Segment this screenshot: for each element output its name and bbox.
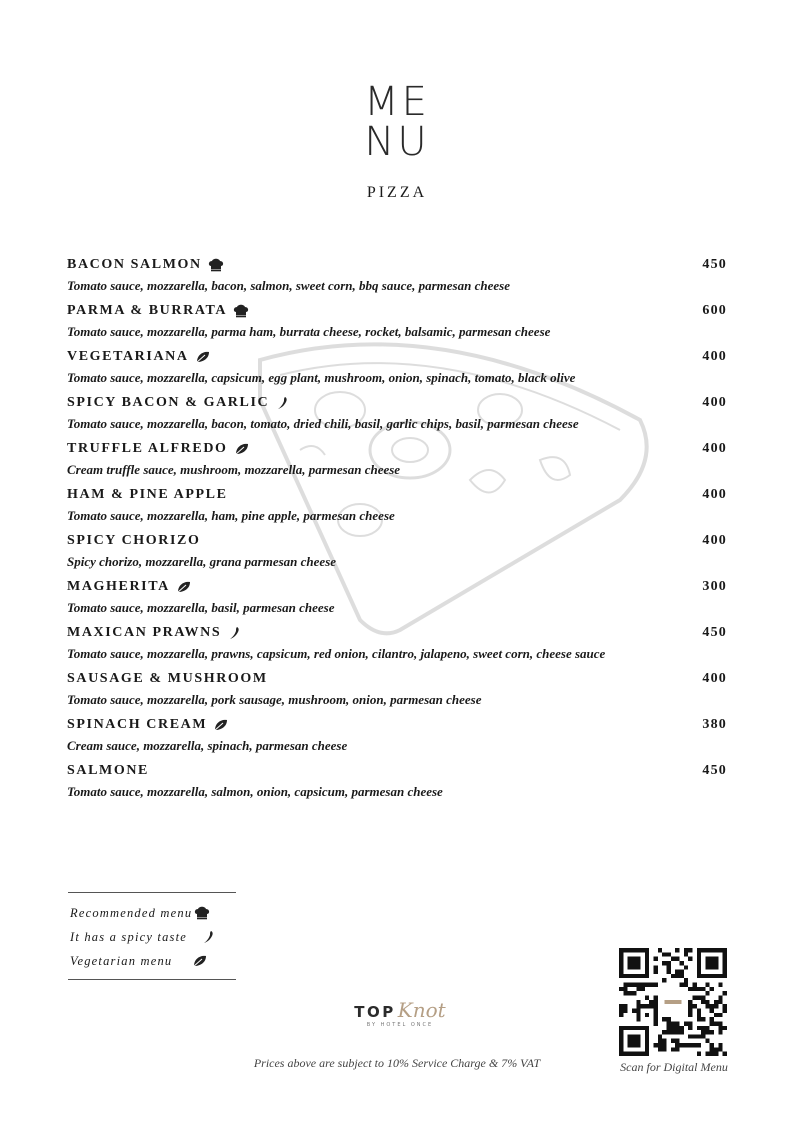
menu-item-price: 450	[702, 257, 727, 272]
qr-module	[671, 1021, 675, 1025]
qr-module	[636, 1013, 640, 1017]
leaf-icon	[176, 580, 192, 594]
brand-logo-script: Knot	[397, 998, 446, 1022]
qr-module	[636, 1004, 640, 1008]
qr-module	[705, 983, 709, 987]
section-title: PIZZA	[366, 184, 428, 201]
legend-spicy-label: It has a spicy taste	[70, 929, 188, 944]
qr-module	[718, 1000, 722, 1004]
qr-module	[684, 952, 688, 956]
brand-logo-sub: BY HOTEL ONCE	[366, 1022, 434, 1028]
qr-module	[671, 974, 675, 978]
menu-item	[67, 623, 727, 669]
qr-module	[641, 983, 645, 987]
qr-module	[710, 1047, 714, 1051]
qr-module	[671, 1030, 675, 1034]
menu-item-name: SPINACH CREAM	[67, 717, 208, 732]
qr-module	[688, 1000, 692, 1004]
qr-module	[654, 1000, 658, 1004]
menu-item	[67, 301, 727, 347]
menu-item-price: 300	[702, 579, 727, 594]
qr-module	[649, 983, 653, 987]
qr-module	[723, 1052, 727, 1056]
qr-module	[667, 970, 671, 974]
qr-module	[619, 987, 623, 991]
qr-finder-core	[628, 1034, 641, 1047]
qr-module	[692, 983, 696, 987]
qr-module	[697, 1043, 701, 1047]
qr-module	[723, 991, 727, 995]
qr-module	[675, 948, 679, 952]
qr-module	[623, 983, 627, 987]
qr-module	[718, 1021, 722, 1025]
qr-module	[692, 987, 696, 991]
menu-item-name: VEGETARIANA	[67, 349, 189, 364]
qr-module	[723, 1008, 727, 1012]
qr-module	[718, 1026, 722, 1030]
qr-module	[718, 1047, 722, 1051]
qr-module	[688, 1004, 692, 1008]
qr-module	[679, 974, 683, 978]
leaf-icon	[234, 442, 250, 456]
qr-module	[675, 957, 679, 961]
qr-module	[692, 1043, 696, 1047]
qr-module	[675, 1047, 679, 1051]
qr-module	[714, 1004, 718, 1008]
menu-item	[67, 439, 727, 485]
qr-module	[675, 1030, 679, 1034]
menu-item-name: BACON SALMON	[67, 257, 202, 272]
menu-item-price: 400	[702, 441, 727, 456]
qr-module	[662, 1039, 666, 1043]
qr-module	[688, 987, 692, 991]
qr-module	[705, 1026, 709, 1030]
legend-spicy	[70, 925, 236, 949]
qr-module	[710, 1052, 714, 1056]
qr-module	[667, 1017, 671, 1021]
qr-module	[684, 965, 688, 969]
menu-item-price: 400	[702, 487, 727, 502]
qr-module	[701, 1030, 705, 1034]
qr-module	[649, 1004, 653, 1008]
qr-module	[688, 1021, 692, 1025]
menu-title-line-2: NU	[364, 119, 430, 165]
menu-item-description: Tomato sauce, mozzarella, ham, pine apple, parmesan cheese	[67, 508, 395, 523]
brand-logo-top: TOP	[354, 1003, 396, 1021]
qr-module	[718, 1013, 722, 1017]
qr-module	[654, 965, 658, 969]
qr-module	[718, 996, 722, 1000]
qr-module	[705, 1039, 709, 1043]
price-note: Prices above are subject to 10% Service Charge & 7% VAT	[253, 1056, 541, 1070]
qr-module	[705, 1030, 709, 1034]
qr-module	[645, 1004, 649, 1008]
qr-module	[662, 1043, 666, 1047]
qr-module	[710, 1043, 714, 1047]
qr-module	[645, 1013, 649, 1017]
qr-module	[671, 1039, 675, 1043]
menu-item-price: 450	[702, 763, 727, 778]
qr-module	[679, 970, 683, 974]
qr-module	[688, 957, 692, 961]
qr-module	[654, 983, 658, 987]
menu-item	[67, 715, 727, 761]
menu-item-description: Tomato sauce, mozzarella, basil, parmesan cheese	[67, 600, 335, 615]
qr-module	[641, 987, 645, 991]
qr-code[interactable]	[619, 948, 727, 1056]
qr-module	[714, 1000, 718, 1004]
menu-item-price: 400	[702, 395, 727, 410]
menu-list	[67, 255, 727, 807]
qr-module	[710, 1030, 714, 1034]
menu-item-description: Tomato sauce, mozzarella, parma ham, burrata cheese, rocket, balsamic, parmesan cheese	[67, 324, 551, 339]
qr-module	[701, 1000, 705, 1004]
qr-module	[705, 1052, 709, 1056]
qr-module	[684, 948, 688, 952]
qr-module	[675, 970, 679, 974]
menu-item	[67, 347, 727, 393]
qr-module	[636, 1017, 640, 1021]
qr-module	[679, 961, 683, 965]
qr-module	[654, 1008, 658, 1012]
qr-module	[718, 1043, 722, 1047]
qr-module	[654, 1043, 658, 1047]
qr-module	[688, 1026, 692, 1030]
menu-item	[67, 485, 727, 531]
qr-module	[667, 965, 671, 969]
qr-module	[679, 1043, 683, 1047]
qr-module	[675, 1026, 679, 1030]
menu-item-price: 380	[702, 717, 727, 732]
qr-module	[623, 987, 627, 991]
menu-item-description: Tomato sauce, mozzarella, capsicum, egg plant, mushroom, onion, spinach, tomato, black olive	[67, 370, 576, 385]
menu-item	[67, 761, 727, 807]
qr-module	[636, 1008, 640, 1012]
qr-module	[654, 1021, 658, 1025]
qr-module	[649, 1000, 653, 1004]
menu-item-name: SPICY BACON & GARLIC	[67, 395, 270, 410]
qr-module	[654, 1013, 658, 1017]
qr-module	[623, 1008, 627, 1012]
qr-finder-core	[628, 957, 641, 970]
qr-module	[654, 996, 658, 1000]
legend-recommended-label: Recommended menu	[70, 905, 193, 920]
qr-module	[697, 987, 701, 991]
qr-module	[710, 1008, 714, 1012]
qr-module	[688, 1013, 692, 1017]
menu-item	[67, 531, 727, 577]
qr-module	[623, 1004, 627, 1008]
qr-module	[667, 1030, 671, 1034]
qr-module	[714, 1021, 718, 1025]
qr-module	[662, 1030, 666, 1034]
qr-module	[692, 996, 696, 1000]
menu-item	[67, 577, 727, 623]
brand-logo	[330, 998, 470, 1028]
qr-module	[710, 1021, 714, 1025]
qr-module	[645, 983, 649, 987]
qr-module	[667, 961, 671, 965]
leaf-icon	[195, 350, 211, 364]
qr-module	[718, 983, 722, 987]
qr-module	[619, 1008, 623, 1012]
legend-vegetarian	[70, 949, 236, 973]
qr-module	[705, 1004, 709, 1008]
menu-item	[67, 255, 727, 301]
qr-module	[632, 991, 636, 995]
qr-module	[628, 983, 632, 987]
qr-module	[697, 1034, 701, 1038]
qr-module	[658, 1039, 662, 1043]
qr-module	[688, 1034, 692, 1038]
qr-module	[705, 991, 709, 995]
chef-hat-icon	[233, 304, 249, 318]
qr-center-logo-mark	[664, 1000, 681, 1004]
qr-module	[697, 1017, 701, 1021]
legend-vegetarian-label: Vegetarian menu	[70, 953, 173, 968]
qr-module	[718, 1030, 722, 1034]
qr-module	[628, 991, 632, 995]
qr-module	[710, 1017, 714, 1021]
qr-module	[619, 1004, 623, 1008]
qr-module	[671, 1047, 675, 1051]
qr-module	[658, 1043, 662, 1047]
chili-icon	[201, 930, 217, 944]
qr-module	[623, 991, 627, 995]
qr-module	[701, 1034, 705, 1038]
qr-module	[692, 1034, 696, 1038]
chili-icon	[227, 626, 243, 640]
menu-title-line-1: ME	[364, 79, 430, 125]
qr-module	[658, 1034, 662, 1038]
qr-module	[701, 996, 705, 1000]
qr-module	[662, 952, 666, 956]
menu-item-price: 450	[702, 625, 727, 640]
qr-module	[662, 1017, 666, 1021]
qr-module	[723, 1004, 727, 1008]
legend-bottom-rule	[68, 979, 236, 980]
qr-module	[662, 1047, 666, 1051]
menu-item-name: SALMONE	[67, 763, 149, 778]
menu-item-name: HAM & PINE APPLE	[67, 487, 228, 502]
qr-module	[667, 952, 671, 956]
qr-module	[654, 1004, 658, 1008]
qr-module	[641, 1004, 645, 1008]
qr-module	[675, 1039, 679, 1043]
qr-module	[697, 996, 701, 1000]
qr-module	[688, 1043, 692, 1047]
qr-module	[714, 1052, 718, 1056]
qr-module	[684, 978, 688, 982]
qr-module	[684, 1021, 688, 1025]
qr-module	[688, 1008, 692, 1012]
menu-item-price: 400	[702, 533, 727, 548]
menu-item-price: 400	[702, 349, 727, 364]
menu-item-description: Tomato sauce, mozzarella, bacon, tomato, dried chili, basil, garlic chips, basil, parmesan cheese	[67, 416, 579, 431]
leaf-icon	[192, 954, 208, 968]
qr-module	[705, 1000, 709, 1004]
qr-module	[632, 1008, 636, 1012]
menu-item-price: 400	[702, 671, 727, 686]
menu-item-name: SPICY CHORIZO	[67, 533, 201, 548]
qr-module	[692, 1004, 696, 1008]
qr-module	[688, 948, 692, 952]
qr-module	[636, 1000, 640, 1004]
qr-module	[697, 1026, 701, 1030]
qr-module	[697, 1052, 701, 1056]
menu-item-description: Cream sauce, mozzarella, spinach, parmesan cheese	[67, 738, 348, 753]
menu-item	[67, 393, 727, 439]
qr-module	[679, 983, 683, 987]
menu-item-name: PARMA & BURRATA	[67, 303, 228, 318]
chef-hat-icon	[194, 906, 210, 920]
qr-module	[679, 1026, 683, 1030]
qr-module	[636, 983, 640, 987]
qr-module	[658, 1047, 662, 1051]
qr-module	[645, 996, 649, 1000]
qr-module	[675, 1021, 679, 1025]
menu-item	[67, 669, 727, 715]
qr-module	[697, 1013, 701, 1017]
qr-caption: Scan for Digital Menu	[620, 1060, 728, 1074]
qr-module	[632, 983, 636, 987]
qr-module	[684, 983, 688, 987]
qr-module	[671, 1026, 675, 1030]
menu-item-description: Tomato sauce, mozzarella, prawns, capsicum, red onion, cilantro, jalapeno, sweet corn, cheese sauce	[67, 646, 606, 661]
qr-module	[671, 957, 675, 961]
legend-recommended	[70, 901, 236, 925]
qr-module	[662, 978, 666, 982]
menu-item-name: MAXICAN PRAWNS	[67, 625, 222, 640]
menu-item-description: Tomato sauce, mozzarella, bacon, salmon, sweet corn, bbq sauce, parmesan cheese	[67, 278, 510, 293]
chef-hat-icon	[208, 258, 224, 272]
qr-module	[636, 987, 640, 991]
chili-icon	[275, 396, 291, 410]
qr-module	[675, 1043, 679, 1047]
menu-item-description: Spicy chorizo, mozzarella, grana parmesan cheese	[67, 554, 337, 569]
qr-module	[654, 957, 658, 961]
qr-module	[619, 1013, 623, 1017]
qr-finder-core	[705, 957, 718, 970]
menu-item-description: Cream truffle sauce, mushroom, mozzarella, parmesan cheese	[67, 462, 401, 477]
leaf-icon	[213, 718, 229, 732]
qr-module	[714, 1013, 718, 1017]
qr-module	[654, 970, 658, 974]
menu-item-description: Tomato sauce, mozzarella, salmon, onion, capsicum, parmesan cheese	[67, 784, 443, 799]
menu-item-description: Tomato sauce, mozzarella, pork sausage, mushroom, onion, parmesan cheese	[67, 692, 482, 707]
menu-item-name: MAGHERITA	[67, 579, 170, 594]
menu-item-price: 600	[702, 303, 727, 318]
qr-module	[710, 987, 714, 991]
qr-module	[662, 961, 666, 965]
qr-module	[714, 1047, 718, 1051]
qr-module	[723, 1026, 727, 1030]
menu-header	[0, 79, 794, 202]
qr-module	[701, 1017, 705, 1021]
qr-module	[658, 948, 662, 952]
qr-module	[667, 1026, 671, 1030]
qr-module	[675, 974, 679, 978]
qr-module	[654, 1017, 658, 1021]
qr-module	[701, 1026, 705, 1030]
qr-module	[684, 1043, 688, 1047]
qr-module	[710, 1004, 714, 1008]
menu-item-name: TRUFFLE ALFREDO	[67, 441, 228, 456]
qr-module	[679, 1030, 683, 1034]
qr-module	[697, 1008, 701, 1012]
qr-module	[701, 987, 705, 991]
qr-module	[667, 1021, 671, 1025]
menu-item-name: SAUSAGE & MUSHROOM	[67, 671, 268, 686]
legend	[68, 892, 236, 980]
